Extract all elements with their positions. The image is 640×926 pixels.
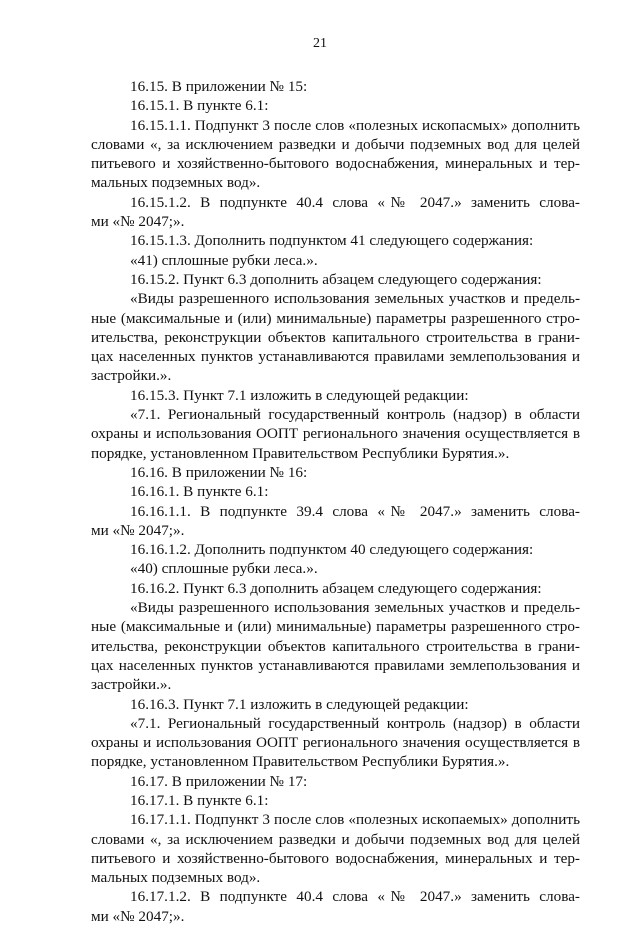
text-line: 16.16.1.1. В подпункте 39.4 слова «№ 2047.» заменить слова- — [130, 502, 580, 520]
text-line: «Виды разрешенного использования земельных участков и предель- — [130, 290, 580, 308]
text-line: 16.17.1.2. В подпункте 40.4 слова «№ 2047.» заменить слова- — [130, 888, 580, 906]
text-line: 16.15.2. Пункт 6.3 дополнить абзацем следующего содержания: — [130, 270, 542, 288]
text-line: мальных подземных вод». — [91, 174, 261, 192]
text-line: 16.17.1.1. Подпункт 3 после слов «полезных ископаемых» дополнить — [130, 811, 580, 829]
text-line: 16.15.3. Пункт 7.1 изложить в следующей редакции: — [130, 386, 469, 404]
text-line: 16.15.1. В пункте 6.1: — [130, 97, 269, 115]
text-line: 16.15.1.2. В подпункте 40.4 слова «№ 2047.» заменить слова- — [130, 193, 580, 211]
text-line: ные (максимальные и (или) минимальные) параметры разрешенного стро- — [91, 309, 580, 327]
text-line: 16.16.3. Пункт 7.1 изложить в следующей редакции: — [130, 695, 469, 713]
text-line: 16.16.1. В пункте 6.1: — [130, 483, 269, 501]
text-line: 16.17. В приложении № 17: — [130, 772, 308, 790]
text-line: питьевого и хозяйственно-бытового водоснабжения, минеральных и тер- — [91, 155, 580, 173]
text-line: «41) сплошные рубки леса.». — [130, 251, 318, 269]
text-line: ные (максимальные и (или) минимальные) параметры разрешенного стро- — [91, 618, 580, 636]
text-line: ми «№ 2047;». — [91, 521, 185, 539]
text-line: ми «№ 2047;». — [91, 907, 185, 925]
text-line: «7.1. Региональный государственный контроль (надзор) в области — [130, 406, 580, 424]
text-line: «7.1. Региональный государственный контроль (надзор) в области — [130, 714, 580, 732]
text-line: ми «№ 2047;». — [91, 213, 185, 231]
text-line: цах населенных пунктов устанавливаются правилами землепользования и — [91, 348, 580, 366]
text-line: 16.17.1. В пункте 6.1: — [130, 791, 269, 809]
text-line: 16.15. В приложении № 15: — [130, 78, 308, 95]
text-line: 16.15.1.3. Дополнить подпунктом 41 следующего содержания: — [130, 232, 534, 250]
text-line: «40) сплошные рубки леса.». — [130, 560, 318, 578]
text-line: 16.15.1.1. Подпункт 3 после слов «полезных ископасмых» дополнить — [130, 116, 580, 134]
text-line: 16.16.1.2. Дополнить подпунктом 40 следующего содержания: — [130, 541, 534, 559]
text-line: 16.16.2. Пункт 6.3 дополнить абзацем следующего содержания: — [130, 579, 542, 597]
text-line: охраны и использования ООПТ регионального значения осуществляется в — [91, 734, 580, 752]
text-line: охраны и использования ООПТ регионального значения осуществляется в — [91, 425, 580, 443]
text-line: «Виды разрешенного использования земельных участков и предель- — [130, 599, 580, 617]
document-body — [91, 77, 580, 926]
text-line: 16.16. В приложении № 16: — [130, 463, 308, 481]
text-line: словами «, за исключением разведки и добычи подземных вод для целей — [91, 830, 580, 848]
text-line: порядке, установленном Правительством Республики Бурятия.». — [91, 444, 510, 462]
text-line: порядке, установленном Правительством Республики Бурятия.». — [91, 753, 510, 771]
text-line: мальных подземных вод». — [91, 869, 261, 887]
text-line: ительства, реконструкции объектов капитального строительства в грани- — [91, 328, 580, 346]
text-line: застройки.». — [91, 676, 172, 694]
text-line: цах населенных пунктов устанавливаются правилами землепользования и — [91, 656, 580, 674]
page-number: 21 — [313, 36, 327, 51]
text-line: словами «, за исключением разведки и добычи подземных вод для целей — [91, 135, 580, 153]
text-line: питьевого и хозяйственно-бытового водоснабжения, минеральных и тер- — [91, 849, 580, 867]
text-line: застройки.». — [91, 367, 172, 385]
text-line: ительства, реконструкции объектов капитального строительства в грани- — [91, 637, 580, 655]
